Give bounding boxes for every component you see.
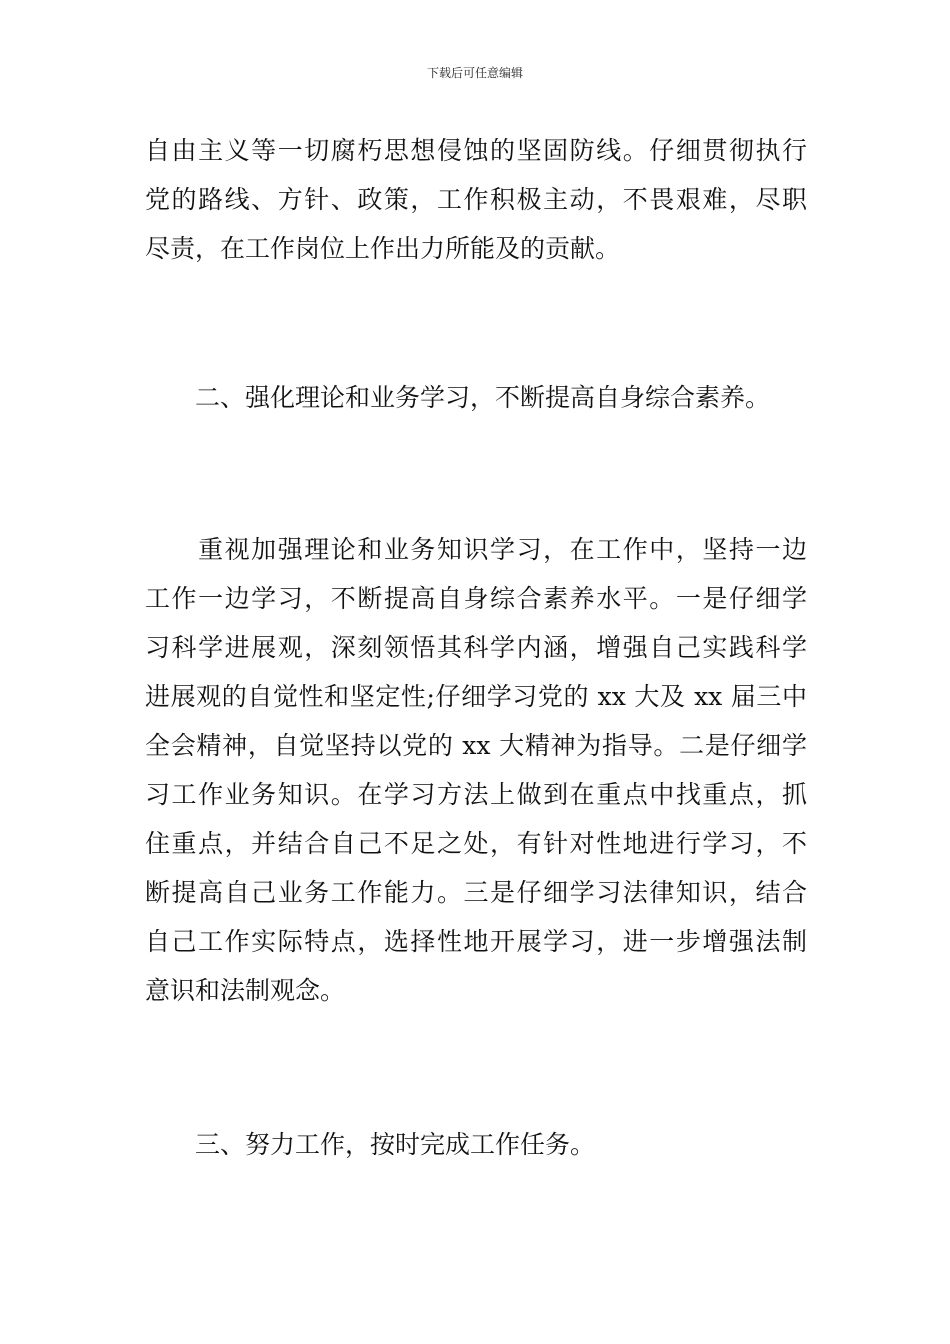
paragraph-2-line: 工作一边学习，不断提高自身综合素养水平。一是仔细学 xyxy=(145,584,807,613)
paragraph-2-line: 习工作业务知识。在学习方法上做到在重点中找重点，抓 xyxy=(145,780,807,809)
paragraph-2-line: 自己工作实际特点，选择性地开展学习，进一步增强法制 xyxy=(145,927,807,956)
paragraph-1-line: 尽责，在工作岗位上作出力所能及的贡献。 xyxy=(145,234,621,263)
paragraph-2-line: 全会精神，自觉坚持以党的 xx 大精神为指导。二是仔细学 xyxy=(145,731,807,760)
header-note: 下载后可任意编辑 xyxy=(426,66,523,80)
section-heading-2: 二、强化理论和业务学习，不断提高自身综合素养。 xyxy=(195,383,771,412)
paragraph-2-line: 意识和法制观念。 xyxy=(145,976,346,1005)
paragraph-2-line: 住重点，并结合自己不足之处，有针对性地进行学习，不 xyxy=(145,829,807,858)
paragraph-1-line: 党的路线、方针、政策，工作积极主动，不畏艰难，尽职 xyxy=(145,185,807,214)
paragraph-2-line: 习科学进展观，深刻领悟其科学内涵，增强自己实践科学 xyxy=(145,633,807,662)
paragraph-1 xyxy=(145,126,807,273)
paragraph-2-line: 断提高自己业务工作能力。三是仔细学习法律知识，结合 xyxy=(145,878,807,907)
paragraph-2 xyxy=(145,525,807,1015)
paragraph-2-line: 重视加强理论和业务知识学习，在工作中，坚持一边 xyxy=(145,535,807,564)
section-heading-3: 三、努力工作，按时完成工作任务。 xyxy=(195,1130,596,1159)
paragraph-1-line: 自由主义等一切腐朽思想侵蚀的坚固防线。仔细贯彻执行 xyxy=(145,136,807,165)
paragraph-2-line: 进展观的自觉性和坚定性;仔细学习党的 xx 大及 xx 届三中 xyxy=(145,682,807,711)
